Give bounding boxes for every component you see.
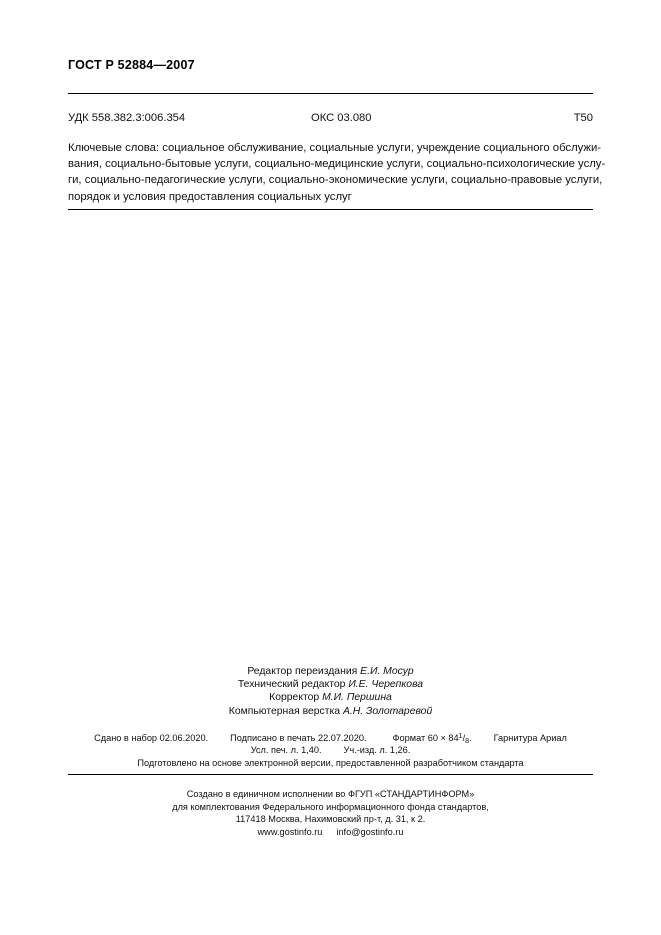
print-specs-line-1 (0, 732, 661, 744)
conventional-printed-sheets: Усл. печ. л. 1,40. (250, 745, 322, 756)
keywords-line-2: вания, социально-бытовые услуги, социально-медицинские услуги, социально-психологические услу- (68, 158, 606, 171)
credit-corrector-name: М.И. Першина (322, 692, 392, 704)
publisher-address: 117418 Москва, Нахимовский пр-т, д. 31, к 2. (235, 814, 426, 825)
credit-technical-editor (0, 678, 661, 691)
credit-layout-name: А.Н. Золотаревой (342, 705, 433, 717)
publisher-email-link[interactable]: info@gostinfo.ru (336, 826, 404, 837)
footer-divider-rule (68, 774, 593, 775)
credit-layout (0, 705, 661, 718)
credit-editor-name: Е.И. Мосур (360, 666, 414, 677)
credit-corrector-role: Корректор (269, 692, 323, 704)
document-header-standard-number: ГОСТ Р 52884—2007 (68, 58, 195, 72)
editorial-credits-block (0, 665, 661, 718)
group-code: Т50 (573, 112, 593, 124)
paper-format-denominator: 8 (465, 738, 470, 746)
typeface: Гарнитура Ариал (493, 733, 567, 743)
paper-format-period: . (469, 733, 472, 743)
publisher-line-2: для комплектования Федерального информационного фонда стандартов, (172, 801, 489, 812)
publisher-contacts (0, 826, 661, 839)
typeset-date: Сдано в набор 02.06.2020. (94, 733, 209, 743)
publisher-website-link[interactable]: www.gostinfo.ru (257, 826, 323, 837)
credit-technical-editor-name: И.Е. Черепкова (348, 679, 424, 691)
paper-format (393, 732, 472, 744)
keywords-line-1: Ключевые слова: социальное обслуживание, социальные услуги, учреждение социального обслужи- (68, 142, 602, 154)
header-divider-rule (68, 93, 593, 94)
paper-format-numerator: 1 (458, 733, 463, 741)
oks-code: ОКС 03.080 (311, 112, 372, 124)
paper-format-slash: / (462, 733, 466, 743)
publisher-line-1: Создано в единичном исполнении во ФГУП «СТАНДАРТИНФОРМ» (186, 789, 475, 799)
credit-editor-role: Редактор переиздания (247, 666, 361, 677)
credit-corrector (0, 691, 661, 704)
credit-editor (0, 665, 661, 678)
credit-layout-role: Компьютерная верстка (228, 705, 343, 717)
paper-format-label: Формат 60 × 84 (392, 733, 459, 743)
print-specifications-block (0, 732, 661, 769)
keywords-divider-rule (68, 209, 593, 210)
publisher-block (0, 788, 661, 838)
classification-row (68, 112, 593, 124)
credit-technical-editor-role: Технический редактор (237, 679, 349, 691)
udk-code: УДК 558.382.3:006.354 (68, 112, 186, 124)
keywords-block (68, 140, 606, 205)
print-specs-line-2 (0, 744, 661, 756)
published-sheets: Уч.-изд. л. 1,26. (343, 745, 411, 756)
keywords-line-3: ги, социально-педагогические услуги, социально-экономические услуги, социально-правовые услуги, (68, 174, 603, 187)
signed-to-press-date: Подписано в печать 22.07.2020. (230, 733, 367, 743)
keywords-line-4: порядок и условия предоставления социальных услуг (68, 190, 352, 203)
electronic-version-note: Подготовлено на основе электронной версии, предоставленной разработчиком стандарта (137, 757, 524, 768)
